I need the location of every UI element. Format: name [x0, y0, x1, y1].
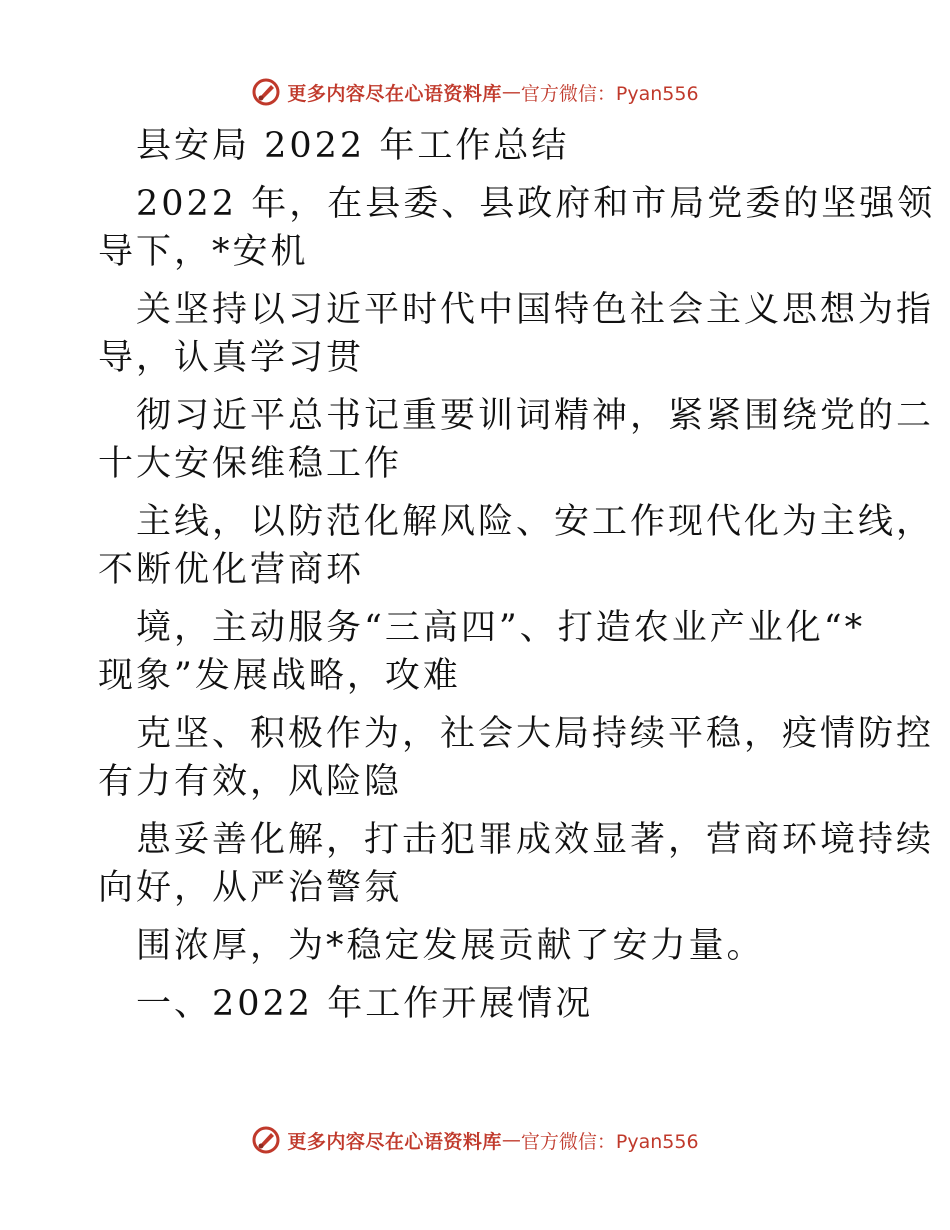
watermark-footer — [0, 1120, 950, 1160]
paragraph-line: 彻习近平总书记重要训词精神，紧紧围绕党的二 — [136, 396, 935, 436]
paragraph-line: 十大安保维稳工作 — [98, 444, 403, 484]
paragraph-line: 主线，以防范化解风险、安工作现代化为主线， — [136, 502, 935, 542]
paragraph-line: 导，认真学习贯 — [98, 338, 365, 378]
document-title: 县安局 2022 年工作总结 — [136, 126, 570, 166]
watermark-text: 更多内容尽在心语资料库 — [287, 82, 502, 105]
paragraph-line: 境，主动服务“三高四”、打造农业产业化“* — [136, 608, 866, 648]
document-body — [98, 122, 936, 1028]
watermark-separator: — — [501, 1129, 521, 1151]
watermark-text: 更多内容尽在心语资料库 — [287, 1130, 502, 1153]
paragraph-line: 导下，*安机 — [98, 232, 309, 272]
paragraph-line: 现象”发展战略，攻难 — [98, 656, 461, 696]
watermark-wechat: 官方微信：Pyan556 — [520, 82, 699, 105]
paragraph-line: 有力有效，风险隐 — [98, 762, 403, 802]
section-heading: 一、2022 年工作开展情况 — [136, 984, 594, 1024]
paragraph-line: 患妥善化解，打击犯罪成效显著，营商环境持续 — [136, 820, 935, 860]
watermark-wechat: 官方微信：Pyan556 — [520, 1130, 699, 1153]
watermark-separator: — — [501, 81, 521, 103]
paragraph-line: 不断优化营商环 — [98, 550, 365, 590]
paragraph-line: 2022 年，在县委、县政府和市局党委的坚强领 — [136, 184, 936, 224]
watermark-header — [0, 72, 950, 112]
ink-brush-seal-icon — [251, 77, 281, 107]
paragraph-line: 围浓厚，为*稳定发展贡献了安力量。 — [136, 926, 765, 966]
paragraph-line: 关坚持以习近平时代中国特色社会主义思想为指 — [136, 290, 935, 330]
paragraph-line: 克坚、积极作为，社会大局持续平稳，疫情防控 — [136, 714, 935, 754]
ink-brush-seal-icon — [251, 1125, 281, 1155]
paragraph-line: 向好，从严治警氛 — [98, 868, 403, 908]
